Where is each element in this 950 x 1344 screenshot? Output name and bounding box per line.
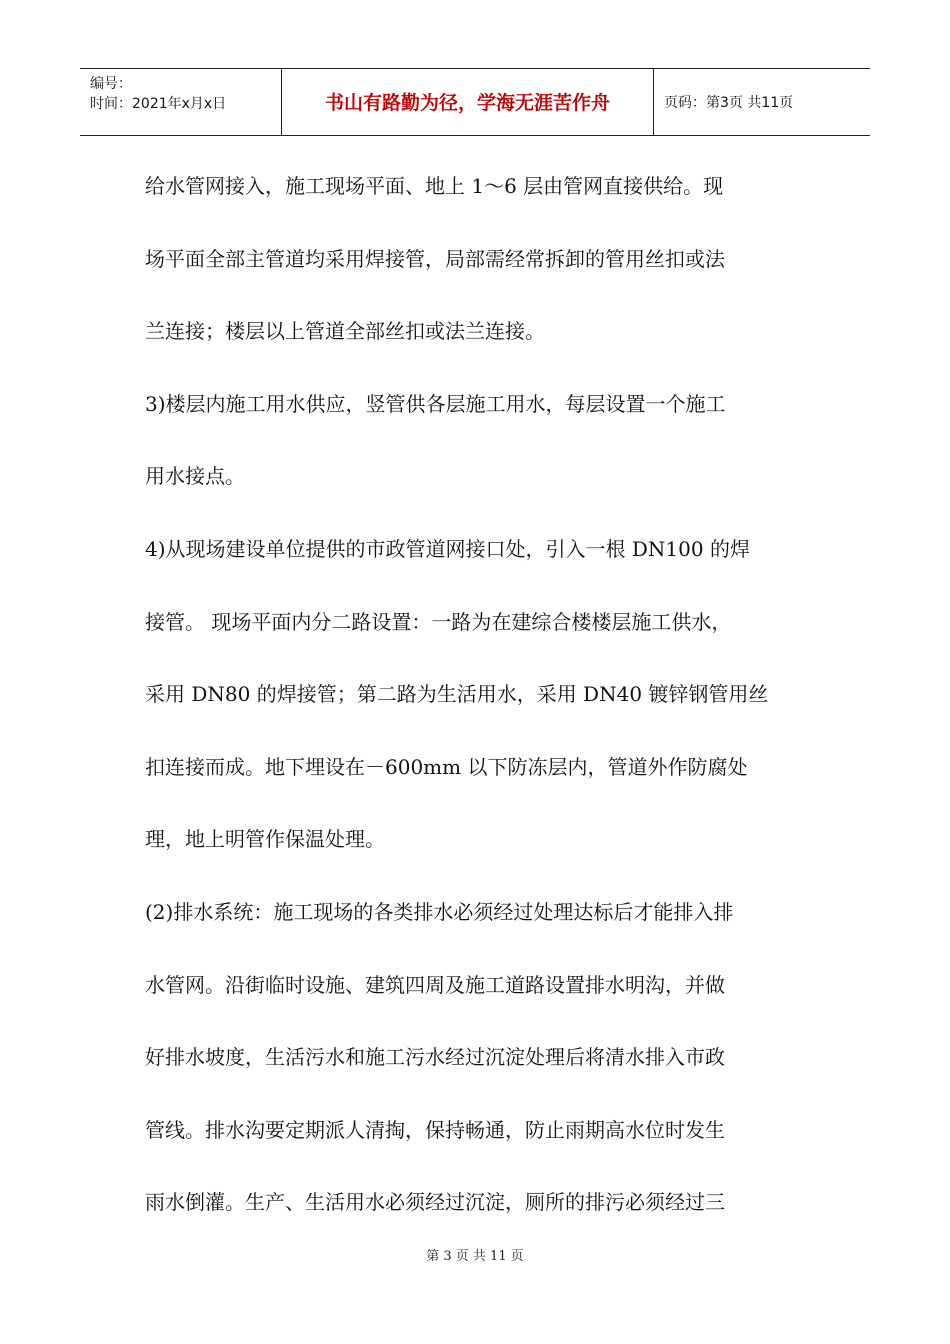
text-line: 场平面全部主管道均采用焊接管，局部需经常拆卸的管用丝扣或法: [145, 246, 725, 271]
header-page-info: 页码：第3页 共11页: [664, 95, 794, 111]
header-motto: 书山有路勤为径，学海无涯苦作舟: [281, 69, 654, 135]
document-number-label: 编号：: [90, 76, 132, 92]
text-line: 水管网。沿街临时设施、建筑四周及施工道路设置排水明沟，并做: [145, 972, 725, 997]
text-line: 理，地上明管作保温处理。: [145, 827, 385, 852]
text-line: 兰连接；楼层以上管道全部丝扣或法兰连接。: [145, 319, 545, 344]
page-footer: 第 3 页 共 11 页: [426, 1249, 524, 1264]
text-line: 管线。排水沟要定期派人清掏，保持畅通，防止雨期高水位时发生: [145, 1117, 725, 1142]
document-body: [145, 150, 815, 1239]
page-header: [80, 68, 870, 136]
text-line: 给水管网接入，施工现场平面、地上 1～6 层由管网直接供给。现: [145, 174, 724, 198]
text-line: 接管。 现场平面内分二路设置：一路为在建综合楼楼层施工供水，: [145, 609, 732, 634]
text-line: 雨水倒灌。生产、生活用水必须经过沉淀，厕所的排污必须经过三: [145, 1190, 725, 1215]
text-line: 扣连接而成。地下埋设在－600mm 以下防冻层内，管道外作防腐处: [145, 754, 748, 779]
text-line: 3)楼层内施工用水供应，竖管供各层施工用水，每层设置一个施工: [145, 391, 726, 416]
text-line: 用水接点。: [145, 464, 245, 489]
text-line: 4)从现场建设单位提供的市政管道网接口处，引入一根 DN100 的焊: [145, 536, 750, 561]
text-line: (2)排水系统：施工现场的各类排水必须经过处理达标后才能排入排: [145, 899, 734, 924]
text-line: 好排水坡度，生活污水和施工污水经过沉淀处理后将清水排入市政: [145, 1045, 725, 1070]
text-line: 采用 DN80 的焊接管；第二路为生活用水，采用 DN40 镀锌钢管用丝: [145, 682, 769, 707]
header-meta: [80, 69, 281, 135]
document-date: 时间：2021年x月x日: [90, 96, 227, 112]
